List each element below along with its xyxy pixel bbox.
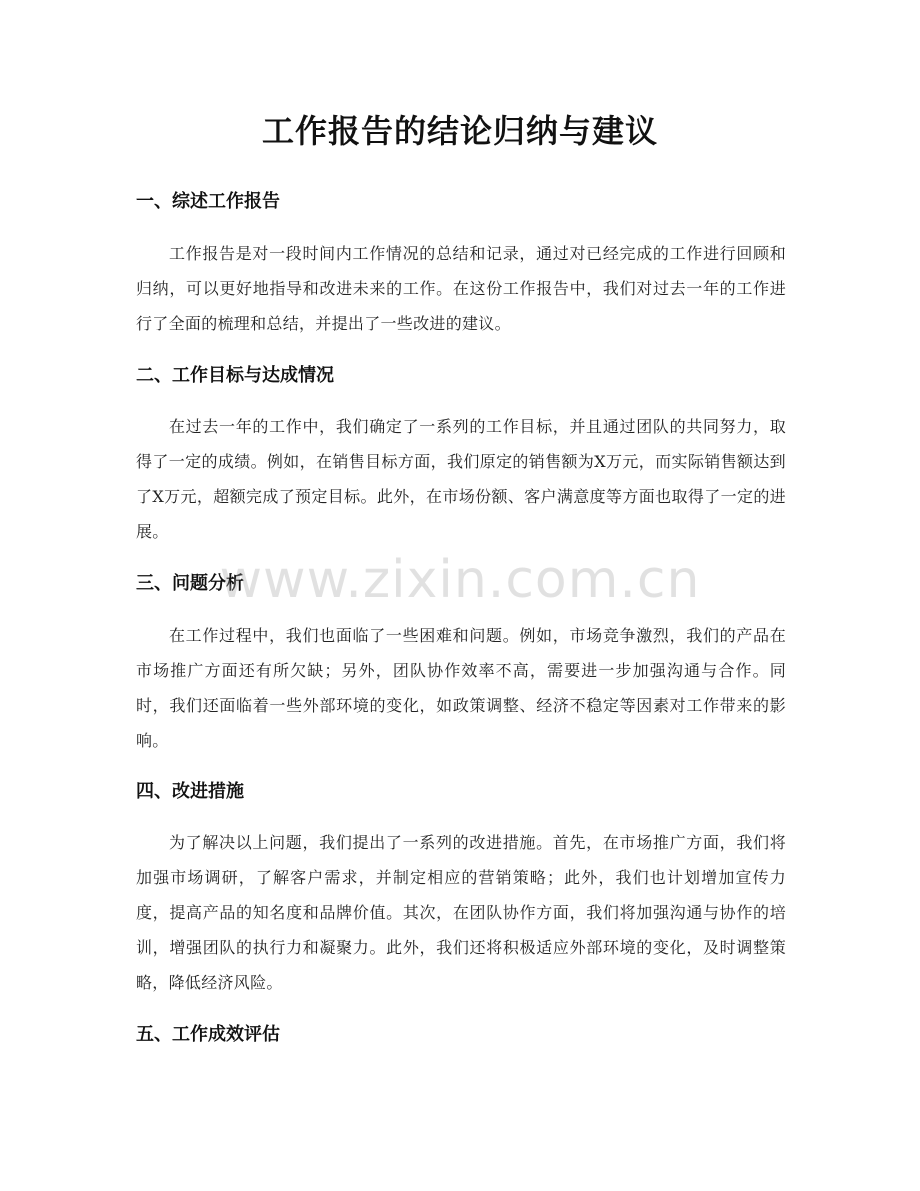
section-heading-problems: 三、问题分析 <box>136 573 244 594</box>
section-heading-goals: 二、工作目标与达成情况 <box>136 365 334 386</box>
section-heading-improvements: 四、改进措施 <box>136 781 244 802</box>
document-title: 工作报告的结论归纳与建议 <box>261 112 658 150</box>
section-heading-evaluation: 五、工作成效评估 <box>136 1024 280 1045</box>
section-paragraph-goals: 在过去一年的工作中，我们确定了一系列的工作目标，并且通过团队的共同努力，取得了一定的成绩。例如，在销售目标方面，我们原定的销售额为X万元，而实际销售额达到了X万元，超额完成了预定目标。此外，在市场份额、客户满意度等方面也取得了一定的进展。 <box>136 417 786 541</box>
section-heading-overview: 一、综述工作报告 <box>136 191 280 212</box>
section-paragraph-overview: 工作报告是对一段时间内工作情况的总结和记录，通过对已经完成的工作进行回顾和归纳，可以更好地指导和改进未来的工作。在这份工作报告中，我们对过去一年的工作进行了全面的梳理和总结，并提出了一些改进的建议。 <box>136 244 786 333</box>
section-paragraph-problems: 在工作过程中，我们也面临了一些困难和问题。例如，市场竞争激烈，我们的产品在市场推广方面还有所欠缺；另外，团队协作效率不高，需要进一步加强沟通与合作。同时，我们还面临着一些外部环境的变化，如政策调整、经济不稳定等因素对工作带来的影响。 <box>136 626 786 750</box>
section-paragraph-improvements: 为了解决以上问题，我们提出了一系列的改进措施。首先，在市场推广方面，我们将加强市场调研，了解客户需求，并制定相应的营销策略；此外，我们也计划增加宣传力度，提高产品的知名度和品牌价值。其次，在团队协作方面，我们将加强沟通与协作的培训，增强团队的执行力和凝聚力。此外，我们还将积极适应外部环境的变化，及时调整策略，降低经济风险。 <box>136 833 786 992</box>
watermark: www.zixin.com.cn <box>219 550 701 610</box>
